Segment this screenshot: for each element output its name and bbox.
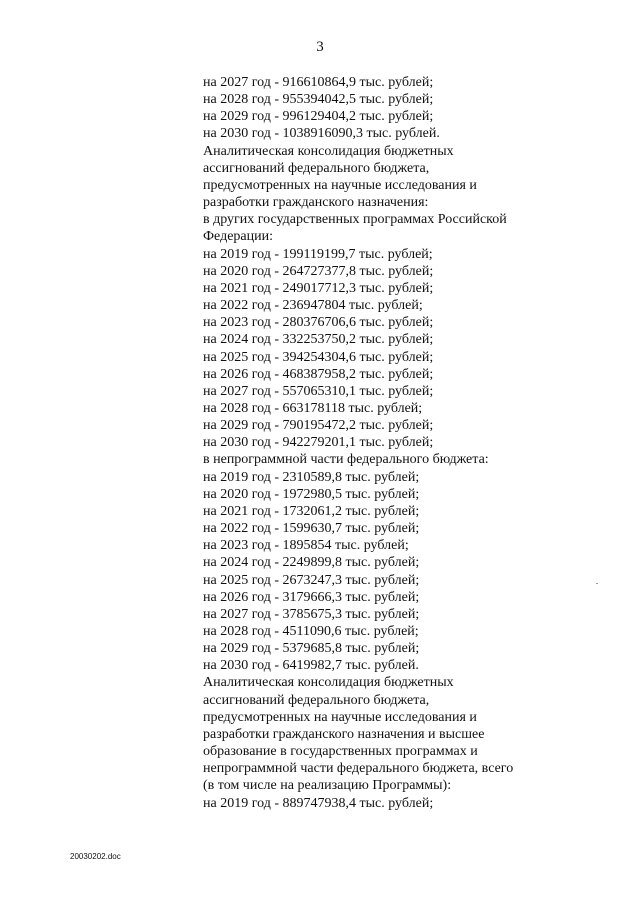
text-line: на 2026 год - 468387958,2 тыс. рублей;	[203, 366, 434, 382]
text-line: на 2029 год - 5379685,8 тыс. рублей;	[203, 641, 420, 657]
text-line: предусмотренных на научные исследования и	[203, 177, 477, 193]
text-line: на 2030 год - 1038916090,3 тыс. рублей.	[203, 126, 440, 142]
text-line: образование в государственных программах и	[203, 744, 478, 760]
text-line: в непрограммной части федерального бюджета:	[203, 452, 489, 468]
text-line: на 2021 год - 1732061,2 тыс. рублей;	[203, 503, 420, 519]
text-line: на 2030 год - 942279201,1 тыс. рублей;	[203, 435, 434, 451]
text-line: на 2020 год - 264727377,8 тыс. рублей;	[203, 263, 434, 279]
text-line: разработки гражданского назначения:	[203, 195, 429, 211]
text-line: Аналитическая консолидация бюджетных	[203, 143, 454, 159]
text-line: Аналитическая консолидация бюджетных	[203, 675, 454, 691]
text-line: непрограммной части федерального бюджета, всего	[203, 761, 514, 777]
text-line: на 2022 год - 236947804 тыс. рублей;	[203, 298, 423, 314]
footer-filename: 20030202.doc	[70, 852, 121, 861]
text-line: на 2022 год - 1599630,7 тыс. рублей;	[203, 521, 420, 537]
text-line: на 2024 год - 2249899,8 тыс. рублей;	[203, 555, 420, 571]
text-line: на 2025 год - 2673247,3 тыс. рублей;	[203, 572, 420, 588]
text-line: на 2019 год - 199119199,7 тыс. рублей;	[203, 246, 433, 262]
text-line: ассигнований федерального бюджета,	[203, 160, 430, 176]
text-line: Федерации:	[203, 229, 274, 245]
text-line: на 2028 год - 4511090,6 тыс. рублей;	[203, 624, 419, 639]
text-line: разработки гражданского назначения и высшее	[203, 726, 485, 742]
text-line: на 2030 год - 6419982,7 тыс. рублей.	[203, 658, 419, 674]
document-body	[203, 74, 603, 812]
text-line: на 2029 год - 996129404,2 тыс. рублей;	[203, 109, 434, 125]
page-number: 3	[316, 39, 324, 55]
text-line: ассигнований федерального бюджета,	[203, 692, 430, 708]
text-line: на 2023 год - 280376706,6 тыс. рублей;	[203, 315, 434, 331]
text-line: на 2021 год - 249017712,3 тыс. рублей;	[203, 280, 434, 296]
text-line: на 2027 год - 557065310,1 тыс. рублей;	[203, 383, 434, 399]
text-line: на 2028 год - 955394042,5 тыс. рублей;	[203, 92, 434, 108]
text-line: на 2027 год - 916610864,9 тыс. рублей;	[203, 75, 434, 90]
text-line: на 2023 год - 1895854 тыс. рублей;	[203, 538, 409, 554]
text-line: предусмотренных на научные исследования и	[203, 709, 477, 725]
text-line: в других государственных программах Российской	[203, 212, 507, 228]
text-line: на 2025 год - 394254304,6 тыс. рублей;	[203, 349, 434, 365]
text-line: на 2019 год - 889747938,4 тыс. рублей;	[203, 795, 434, 811]
text-line: (в том числе на реализацию Программы):	[203, 778, 452, 794]
text-line: на 2029 год - 790195472,2 тыс. рублей;	[203, 418, 434, 434]
text-line: на 2026 год - 3179666,3 тыс. рублей;	[203, 589, 420, 605]
text-line: на 2028 год - 663178118 тыс. рублей;	[203, 400, 423, 416]
text-line: на 2020 год - 1972980,5 тыс. рублей;	[203, 486, 420, 502]
text-line: на 2024 год - 332253750,2 тыс. рублей;	[203, 332, 434, 348]
text-line: на 2027 год - 3785675,3 тыс. рублей;	[203, 606, 420, 622]
text-line: на 2019 год - 2310589,8 тыс. рублей;	[203, 469, 420, 485]
scan-speck	[596, 583, 598, 584]
